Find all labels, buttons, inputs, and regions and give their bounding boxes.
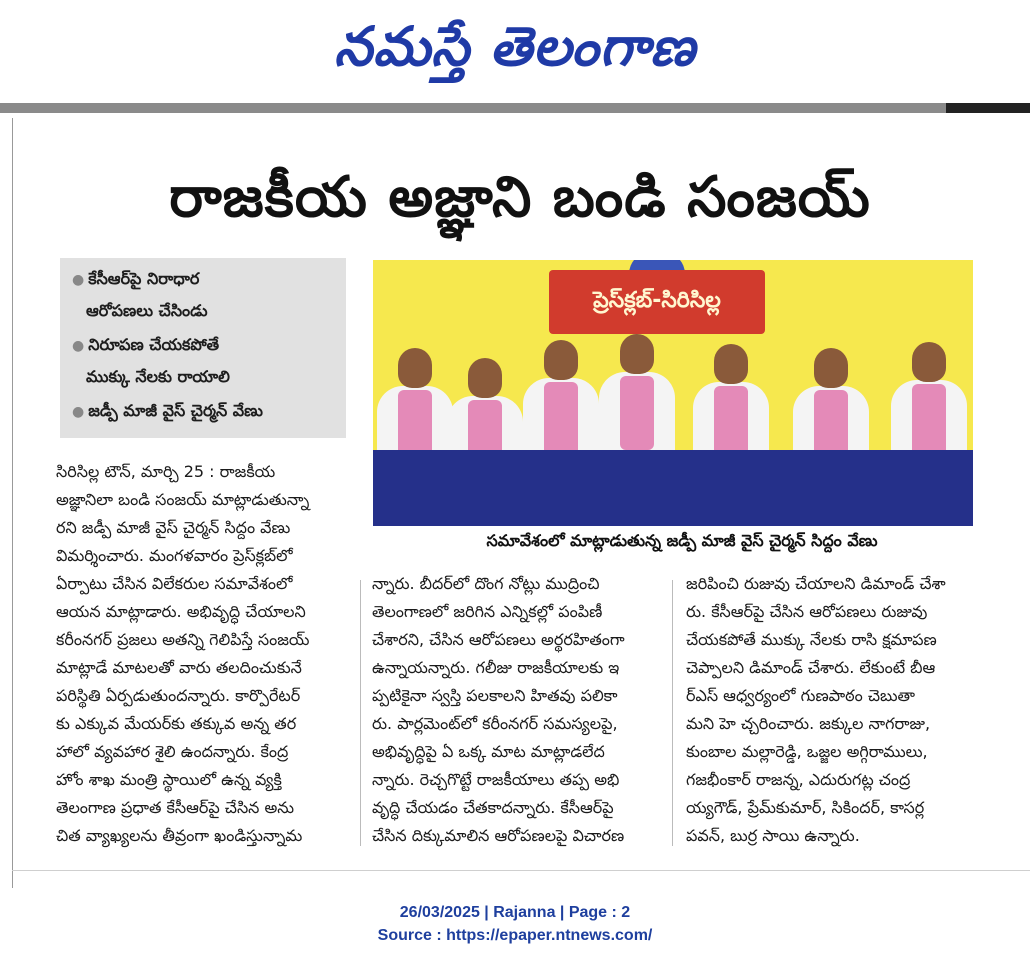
article-line: హాలో వ్యవహార శైలి ఉందన్నారు. కేంద్ర — [56, 742, 289, 761]
article-column-3 — [686, 570, 946, 850]
article-line: విమర్శించారు. మంగళవారం ప్రెస్‌క్లబ్‌లో — [56, 546, 293, 565]
highlight-text: ఆరోపణలు చేసిండు — [86, 301, 208, 320]
column-divider — [672, 580, 673, 846]
highlight-item — [72, 330, 342, 361]
highlight-text: ముక్కు నేలకు రాయాలి — [86, 367, 230, 386]
article-line: అజ్ఞానిలా బండి సంజయ్ మాట్లాడుతున్నా — [56, 490, 310, 509]
article-line: గజభీంకార్ రాజన్న, ఎదురుగట్ల చంద్ర — [686, 770, 911, 789]
footer-date-edition: 26/03/2025 | Rajanna | Page : 2 — [399, 904, 631, 921]
article-line: వృద్ధి చేయడం చేతకాదన్నారు. కేసీఆర్‌పై — [372, 798, 614, 817]
article-column-2 — [372, 570, 625, 850]
footer-source: Source : https://epaper.ntnews.com/ — [377, 927, 653, 944]
press-meet-photo — [373, 260, 973, 526]
article-line: మాట్లాడే మాటలతో వారు తలదించుకునే — [56, 658, 302, 677]
article-headline: రాజకీయ అజ్ఞాని బండి సంజయ్ — [169, 165, 871, 230]
article-line: పరిస్థితి ఏర్పడుతుందన్నారు. కార్పొరేటర్ — [56, 686, 301, 705]
article-line: రని జడ్పీ మాజీ వైస్ చైర్మన్ సిద్దం వేణు — [56, 518, 291, 537]
article-line: రు. పార్లమెంట్‌లో కరీంనగర్ సమస్యలపై, — [372, 714, 618, 733]
article-column-1 — [56, 458, 310, 850]
article-line: చేయకపోతే ముక్కు నేలకు రాసి క్షమాపణ — [686, 630, 937, 649]
article-line: మని హె చ్చరించారు. జక్కుల నాగరాజు, — [686, 714, 931, 733]
article-line: ప్పటికైనా స్వస్తి పలకాలని హితవు పలికా — [372, 686, 618, 705]
column-divider — [360, 580, 361, 846]
article-line: కరీంనగర్ ప్రజలు అతన్ని గెలిపిస్తే సంజయ్ — [56, 630, 310, 649]
header-rule — [0, 103, 946, 113]
bullet-icon: ● — [72, 272, 85, 288]
article-line: ర్‌ఎస్ ఆధ్వర్యంలో గుణపాఠం చెబుతా — [686, 686, 916, 705]
bullet-icon: ● — [72, 338, 85, 354]
article-line: ఆయన మాట్లాడారు. అభివృద్ధి చేయాలని — [56, 602, 306, 621]
article-line: తెలంగాణ ప్రధాత కేసీఆర్‌పై చేసిన అను — [56, 798, 295, 817]
article-line: చేశారని, చేసిన ఆరోపణలు అర్థరహితంగా — [372, 630, 625, 649]
article-line: ఏర్పాటు చేసిన విలేకరుల సమావేశంలో — [56, 574, 293, 593]
highlight-item — [72, 264, 342, 295]
article-line: రు. కేసీఆర్‌పై చేసిన ఆరోపణలు రుజువు — [686, 602, 928, 621]
highlight-text: కేసీఆర్‌పై నిరాధార — [88, 269, 200, 288]
article-line: తెలంగాణలో జరిగిన ఎన్నికల్లో పంపిణీ — [372, 602, 603, 621]
highlight-item — [72, 396, 342, 427]
article-line: చేసిన దిక్కుమాలిన ఆరోపణలపై విచారణ — [372, 826, 625, 845]
article-line: కుంబాల మల్లారెడ్డి, ఒజ్జల అగ్గిరాములు, — [686, 742, 928, 761]
photo-caption: సమావేశంలో మాట్లాడుతున్న జడ్పీ మాజీ వైస్ చైర్మన్ సిద్దం వేణు — [486, 531, 878, 550]
article-line: సిరిసిల్ల టౌన్, మార్చి 25 : రాజకీయ — [56, 462, 276, 481]
press-table — [373, 450, 973, 526]
highlight-text: జడ్పీ మాజీ వైస్ చైర్మన్ వేణు — [88, 401, 263, 420]
masthead — [0, 0, 1030, 100]
article-line: పవన్, బుర్ర సాయి ఉన్నారు. — [686, 826, 860, 845]
bullet-icon: ● — [72, 404, 85, 420]
highlights-box — [60, 258, 346, 438]
article-line: య్యగౌడ్, ప్రేమ్‌కుమార్, సికిందర్, కాసర్ల — [686, 798, 925, 817]
article-line: చిత వ్యాఖ్యలను తీవ్రంగా ఖండిస్తున్నామ — [56, 826, 303, 845]
article-line: జరిపించి రుజువు చేయాలని డిమాండ్ చేశా — [686, 574, 946, 593]
article-line: కు ఎక్కువ మేయర్‌కు తక్కువ అన్న తర — [56, 714, 297, 733]
header-rule-accent — [946, 103, 1030, 113]
article-line: చెప్పాలని డిమాండ్ చేశారు. లేకుంటే బీఆ — [686, 658, 936, 677]
article-line: ఉన్నాయన్నారు. గలీజు రాజకీయాలకు ఇ — [372, 658, 620, 677]
footer-rule — [12, 870, 1030, 871]
article-line: అభివృద్ధిపై ఏ ఒక్క మాట మాట్లాడలేద — [372, 742, 605, 761]
banner-text: ప్రెస్‌క్లబ్-సిరిసిల్ల — [593, 288, 721, 313]
masthead-logo: నమస్తే తెలంగాణ — [334, 14, 696, 78]
article-line: న్నారు. రెచ్చగొట్టే రాజకీయాలు తప్ప అభి — [372, 770, 620, 789]
article-line: హోం శాఖ మంత్రి స్థాయిలో ఉన్న వ్యక్తి — [56, 770, 282, 789]
press-club-banner — [549, 270, 765, 334]
highlight-text: నిరూపణ చేయకపోతే — [88, 335, 220, 354]
clipping-edge — [12, 118, 13, 888]
article-line: న్నారు. బీదర్‌లో దొంగ నోట్లు ముద్రించి — [372, 574, 600, 593]
